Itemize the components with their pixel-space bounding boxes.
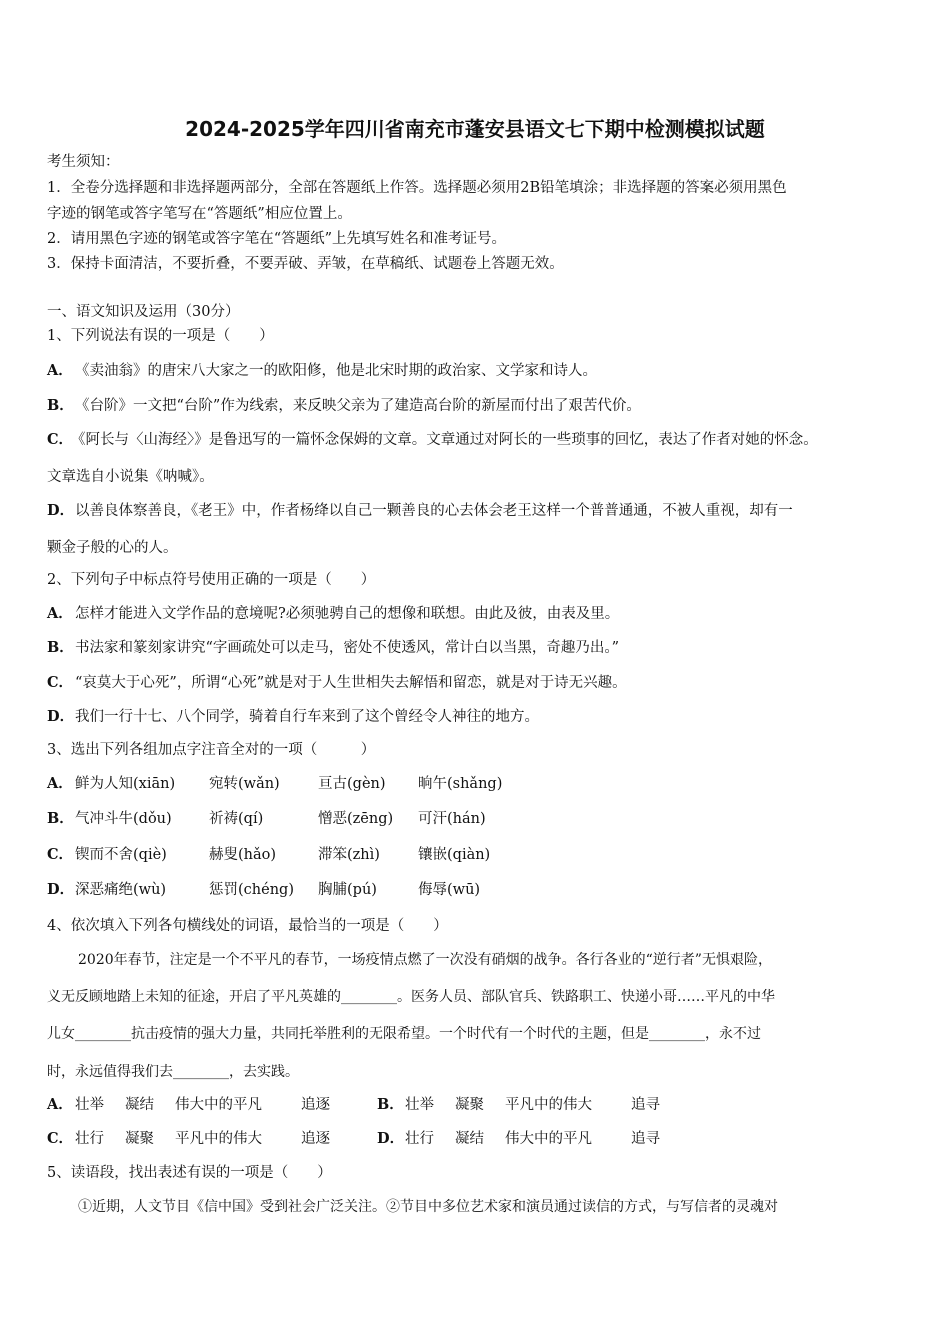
- word-item: 壮举: [405, 1097, 434, 1113]
- word-item: 祈祷(qí): [209, 811, 264, 827]
- notice-item: 3．保持卡面清洁，不要折叠，不要弄破、弄皱，在草稿纸、试题卷上答题无效。: [47, 256, 564, 272]
- passage-line: 义无反顾地踏上未知的征途，开启了平凡英雄的________。医务人员、部队官兵、铁路职工、快递小哥……平凡的中华: [47, 989, 775, 1005]
- option-label: A．: [47, 1096, 73, 1113]
- option-label: D．: [47, 502, 75, 519]
- option-label: D．: [47, 708, 75, 725]
- option-label: B．: [377, 1096, 404, 1113]
- option-label: A．: [47, 362, 73, 379]
- word-item: 追寻: [631, 1131, 660, 1147]
- notice-item: 2．请用黑色字迹的钢笔或答字笔在“答题纸”上先填写姓名和准考证号。: [47, 231, 507, 247]
- word-item: 壮行: [75, 1131, 104, 1147]
- word-item: 壮举: [75, 1097, 104, 1113]
- option-row: [47, 1129, 907, 1149]
- word-item: 追寻: [631, 1097, 660, 1113]
- word-item: 平凡中的伟大: [175, 1131, 262, 1147]
- option-c: C． “哀莫大于心死”，所谓“心死”就是对于人生世相失去解悟和留恋，就是对于诗无兴趣。: [47, 674, 627, 691]
- word-item: 胸脯(pú): [318, 882, 377, 898]
- word-item: 锲而不舍(qiè): [75, 847, 167, 863]
- word-item: 惩罚(chéng): [209, 882, 294, 898]
- passage-line: 儿女________抗击疫情的强大力量，共同托举胜利的无限希望。一个时代有一个时代的主题，但是________，永不过: [47, 1026, 761, 1042]
- page-title: 2024-2025学年四川省南充市蓬安县语文七下期中检测模拟试题: [185, 117, 765, 141]
- question-stem: 2、下列句子中标点符号使用正确的一项是（ ）: [47, 572, 376, 588]
- option-d: D．我们一行十七、八个同学，骑着自行车来到了这个曾经令人神往的地方。: [47, 708, 539, 725]
- option-label: A．: [47, 605, 73, 622]
- option-c: C．《阿长与〈山海经〉》是鲁迅写的一篇怀念保姆的文章。文章通过对阿长的一些琐事的回忆，表达了作者对她的怀念。: [47, 431, 818, 448]
- passage-line: 时，永远值得我们去________，去实践。: [47, 1064, 299, 1080]
- option-label: D．: [377, 1130, 405, 1147]
- word-item: 伟大中的平凡: [175, 1097, 262, 1113]
- word-item: 气冲斗牛(dǒu): [75, 811, 172, 827]
- option-label: B．: [47, 810, 74, 827]
- notice-item: 1．全卷分选择题和非选择题两部分，全部在答题纸上作答。选择题必须用2B铅笔填涂；非选择题的答案必须用黑色: [47, 180, 787, 196]
- word-item: 鲜为人知(xiān): [75, 776, 176, 792]
- option-label: D．: [47, 881, 75, 898]
- word-item: 滞笨(zhì): [318, 847, 380, 863]
- option-c-cont: 文章选自小说集《呐喊》。: [47, 469, 214, 485]
- word-item: 晌午(shǎng): [418, 776, 503, 792]
- option-a: A． 《卖油翁》的唐宋八大家之一的欧阳修，他是北宋时期的政治家、文学家和诗人。: [47, 362, 597, 379]
- word-item: 壮行: [405, 1131, 434, 1147]
- word-item: 宛转(wǎn): [209, 776, 280, 792]
- word-item: 凝结: [125, 1097, 154, 1113]
- question-stem: 3、选出下列各组加点字注音全对的一项（ ）: [47, 742, 376, 758]
- word-item: 追逐: [301, 1097, 330, 1113]
- option-label: C．: [47, 846, 74, 863]
- passage-line: ①近期，人文节目《信中国》受到社会广泛关注。②节目中多位艺术家和演员通过读信的方式，与写信者的灵魂对: [78, 1199, 778, 1215]
- word-item: 平凡中的伟大: [505, 1097, 592, 1113]
- word-item: 赫叟(hǎo): [209, 847, 277, 863]
- notice-item: 字迹的钢笔或答字笔写在“答题纸”相应位置上。: [47, 206, 352, 222]
- word-item: 追逐: [301, 1131, 330, 1147]
- word-item: 镶嵌(qiàn): [418, 847, 491, 863]
- word-item: 凝结: [455, 1131, 484, 1147]
- option-d-cont: 颗金子般的心的人。: [47, 540, 178, 556]
- option-label: C．: [47, 674, 74, 691]
- option-b: B．《台阶》一文把“台阶”作为线索，来反映父亲为了建造高台阶的新屋而付出了艰苦代价。: [47, 397, 641, 414]
- option-label: B．: [47, 639, 74, 656]
- pinyin-row: [47, 774, 907, 794]
- question-stem: 4、依次填入下列各句横线处的词语，最恰当的一项是（ ）: [47, 918, 448, 934]
- question-stem: 5、读语段，找出表述有误的一项是（ ）: [47, 1165, 332, 1181]
- option-label: A．: [47, 775, 73, 792]
- word-item: 侮辱(wū): [418, 882, 481, 898]
- pinyin-row: [47, 809, 907, 829]
- word-item: 憎恶(zēng): [318, 811, 394, 827]
- option-row: [47, 1095, 907, 1115]
- pinyin-row: [47, 845, 907, 865]
- option-label: C．: [47, 431, 74, 448]
- word-item: 亘古(gèn): [318, 776, 386, 792]
- pinyin-row: [47, 880, 907, 900]
- word-item: 凝聚: [455, 1097, 484, 1113]
- option-a: A． 怎样才能进入文学作品的意境呢?必须驰骋自己的想像和联想。由此及彼，由表及里。: [47, 605, 620, 622]
- option-label: C．: [47, 1130, 74, 1147]
- section-heading: 一、语文知识及运用（30分）: [47, 304, 240, 320]
- word-item: 深恶痛绝(wù): [75, 882, 167, 898]
- option-label: B．: [47, 397, 74, 414]
- option-d: D．以善良体察善良，《老王》中，作者杨绛以自己一颗善良的心去体会老王这样一个普普通通，不被人重视，却有一: [47, 502, 793, 519]
- passage-line: 2020年春节，注定是一个不平凡的春节，一场疫情点燃了一次没有硝烟的战争。各行各业的“逆行者”无惧艰险，: [78, 952, 772, 968]
- word-item: 伟大中的平凡: [505, 1131, 592, 1147]
- word-item: 凝聚: [125, 1131, 154, 1147]
- option-b: B．书法家和篆刻家讲究“字画疏处可以走马，密处不使透风，常计白以当黑，奇趣乃出。”: [47, 639, 620, 656]
- notice-heading: 考生须知：: [47, 154, 120, 170]
- word-item: 可汗(hán): [418, 811, 486, 827]
- question-stem: 1、下列说法有误的一项是（ ）: [47, 328, 274, 344]
